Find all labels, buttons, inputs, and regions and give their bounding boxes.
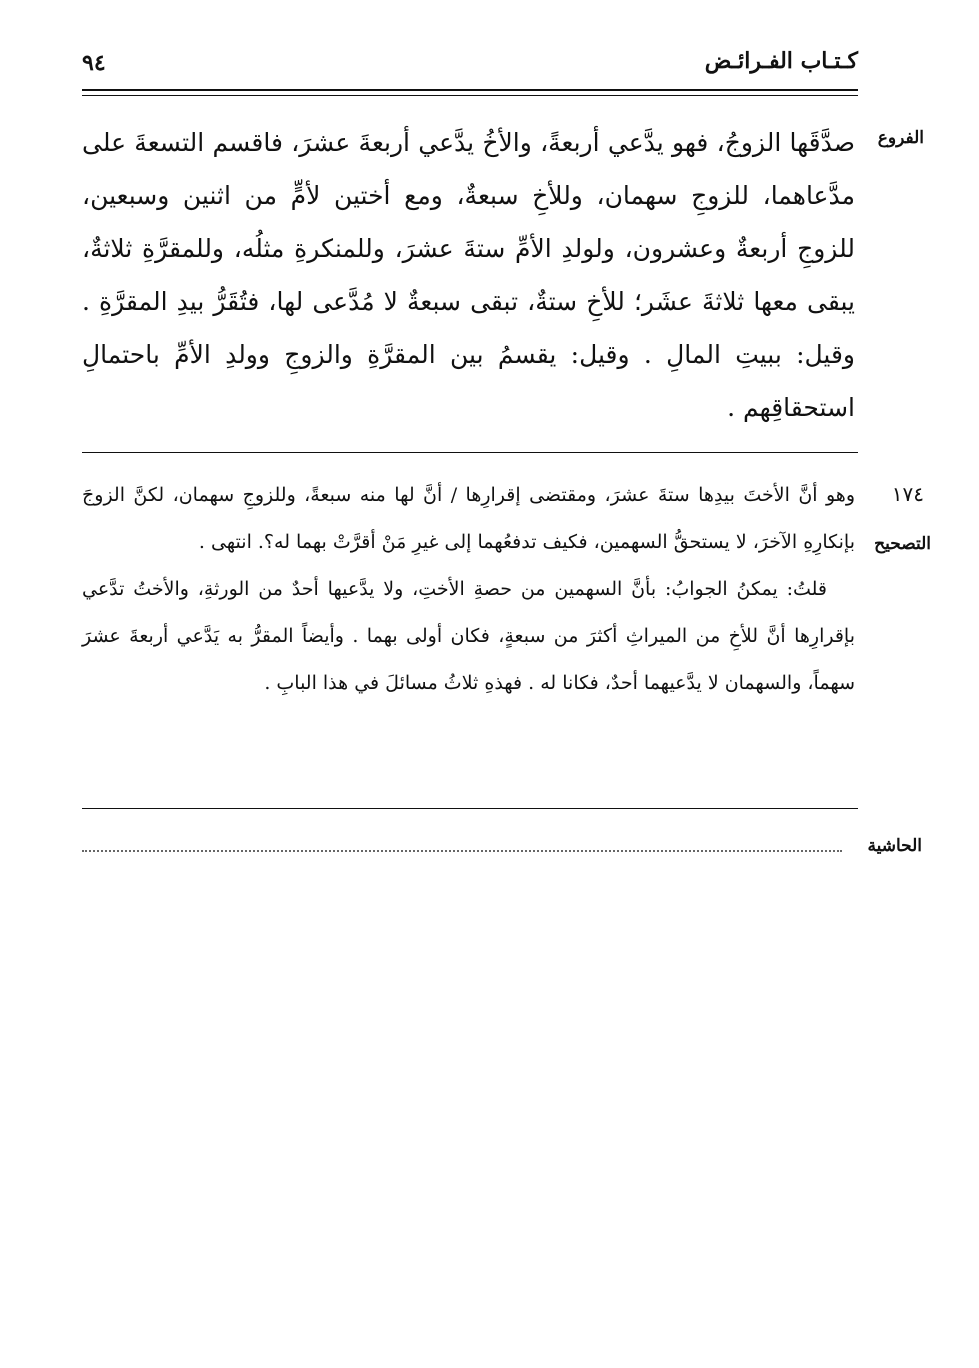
header-rule-thin — [82, 95, 858, 96]
margin-number-tashih: ١٧٤ — [891, 482, 924, 506]
footer-divider — [82, 808, 858, 809]
commentary-block — [82, 472, 855, 707]
margin-label-furu: الفروع — [877, 128, 924, 148]
hashiya-row — [82, 836, 922, 866]
hashiya-dotted-line — [82, 850, 842, 852]
page-number: ٩٤ — [82, 50, 106, 76]
running-title: كـتـاب الفـرائـض — [704, 48, 858, 74]
page-header — [82, 48, 858, 88]
commentary-paragraph-2: قلتُ: يمكنُ الجوابُ: بأنَّ السهمين من حصةِ الأختِ، ولا يدَّعيها أحدٌ من الورثةِ، والأختُ تدَّعي بإقرارِها أنَّ للأخِ من الميراثِ أكثرَ من سبعةٍ، فكان أولى بهما . وأيضاً المقرُّ به يَدَّعي أربعةَ عشرَ سهماً، والسهمان لا يدَّعيهما أحدٌ، فكانا له . فهذهِ ثلاثُ مسائلَ في هذا البابِ . — [82, 578, 855, 694]
header-rule-thick — [82, 89, 858, 91]
main-text: صدَّقَها الزوجُ، فهو يدَّعي أربعةً، والأخُ يدَّعي أربعةَ عشرَ، فاقسم التسعةَ على مدَّعاهما، للزوجِ سهمان، وللأخِ سبعةٌ، ومع أختين لأمٍّ من اثنين وسبعين، للزوجِ أربعةٌ وعشرون، ولولدِ الأمِّ ستةَ عشرَ، وللمنكرةِ مثلُه، وللمقرَّةِ ثلاثةٌ، يبقى معها ثلاثةَ عشَر؛ للأخِ ستةٌ، تبقى سبعةٌ لا مُدَّعى لها، فتُقَرُّ بيدِ المقرَّةِ . وقيل: ببيتِ المالِ . وقيل: يقسمُ بين المقرَّةِ والزوجِ وولدِ الأمِّ باحتمالِ استحقاقِهم . — [82, 128, 855, 422]
margin-label-hashiya: الحاشية — [867, 836, 922, 856]
commentary-paragraph-1: وهو أنَّ الأختَ بيدِها ستةَ عشرَ، ومقتضى إقرارِها / أنَّ لها منه سبعةً، وللزوجِ سهمان، لكنَّ الزوجَ بإنكارِهِ الآخرَ، لا يستحقُّ السهمين، فكيف تدفعُهما إلى غيرِ مَنْ أقرَّتْ بهما له؟. انتهى . — [82, 484, 855, 553]
section-divider — [82, 452, 858, 453]
margin-label-tashih: التصحيح — [874, 534, 931, 554]
